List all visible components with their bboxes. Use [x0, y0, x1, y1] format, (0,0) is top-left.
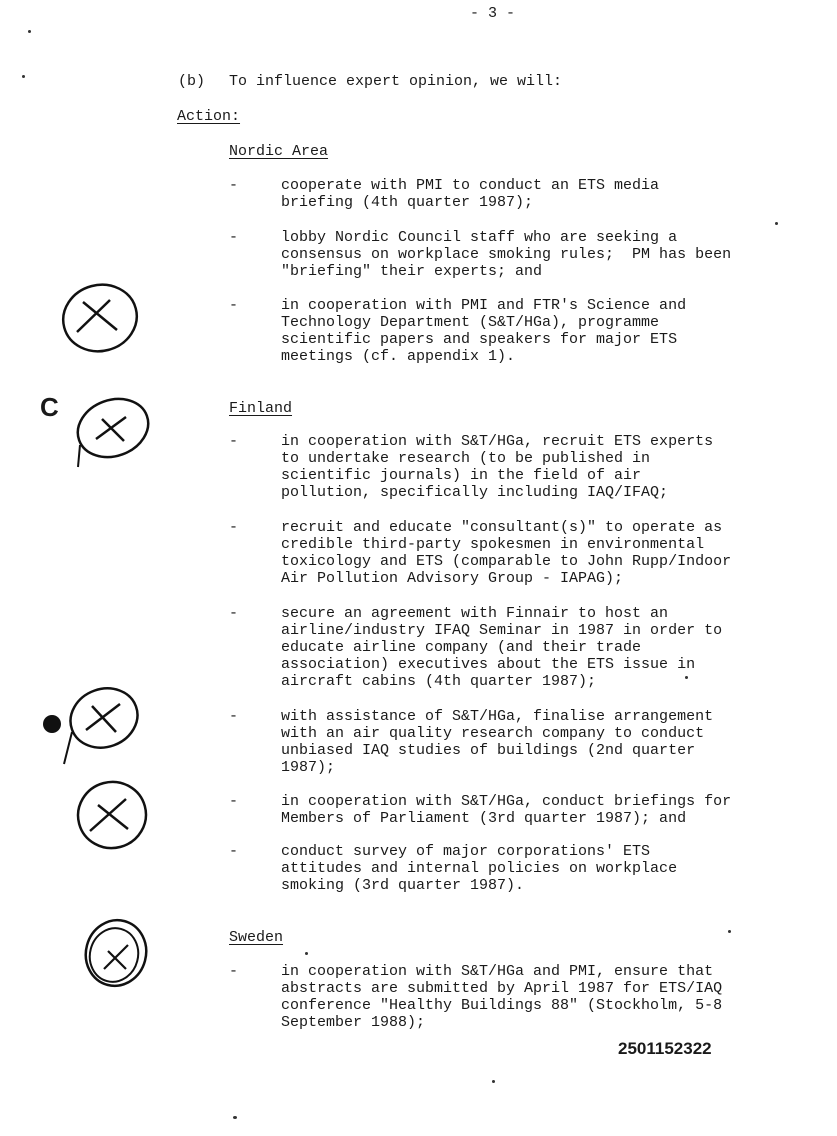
circled-x-mark: [78, 913, 158, 993]
finland-item: with assistance of S&T/HGa, finalise arrangement with an air quality research company to conduct unbiased IAQ studies of buildings (2nd quarter 1987);: [281, 708, 714, 776]
scan-speck: [233, 1116, 237, 1119]
finland-item: secure an agreement with Finnair to host an airline/industry IFAQ Seminar in 1987 in order to educate airline company (and their trade association) executives about the ETS issue in aircraft cabins (4th quarter 1987);: [281, 605, 723, 690]
section-intro: To influence expert opinion, we will:: [229, 73, 563, 90]
nordic-heading: Nordic Area: [229, 143, 329, 160]
finland-item: in cooperation with S&T/HGa, recruit ETS experts to undertake research (to be published in scientific journals) in the field of air pollution, specifically including IAQ/IFAQ;: [281, 433, 714, 501]
bullet-dash: -: [229, 519, 239, 536]
circled-x-mark: [38, 680, 148, 770]
bullet-dash: -: [229, 793, 239, 810]
circled-x-mark: [55, 280, 145, 360]
bullet-dash: -: [229, 605, 239, 622]
finland-item: in cooperation with S&T/HGa, conduct briefings for Members of Parliament (3rd quarter 1987); and: [281, 793, 732, 827]
scan-speck: [305, 952, 308, 955]
bullet-dash: -: [229, 708, 239, 725]
finland-item: recruit and educate "consultant(s)" to operate as credible third-party spokesmen in environmental toxicology and ETS (comparable to John Rupp/Indoor Air Pollution Advisory Group - IAPAG);: [281, 519, 732, 587]
nordic-item: lobby Nordic Council staff who are seeking a consensus on workplace smoking rules; PM has been "briefing" their experts; and: [281, 229, 732, 280]
bullet-dash: -: [229, 297, 239, 314]
scan-speck: [728, 930, 731, 933]
scan-speck: [685, 676, 688, 679]
scan-speck: [28, 30, 31, 33]
bullet-dash: -: [229, 177, 239, 194]
bullet-dash: -: [229, 843, 239, 860]
circled-x-mark: [68, 775, 158, 855]
finland-heading: Finland: [229, 400, 293, 417]
bullet-dash: -: [229, 229, 239, 246]
scan-speck: [492, 1080, 495, 1083]
sweden-item: in cooperation with S&T/HGa and PMI, ensure that abstracts are submitted by April 1987 for ETS/IAQ conference "Healthy Buildings 88" (Stockholm, 5-8 September 1988);: [281, 963, 723, 1031]
bullet-dash: -: [229, 963, 239, 980]
nordic-item: cooperate with PMI to conduct an ETS media briefing (4th quarter 1987);: [281, 177, 660, 211]
bullet-dash: -: [229, 433, 239, 450]
scan-speck: [775, 222, 778, 225]
finland-item: conduct survey of major corporations' ETS attitudes and internal policies on workplace smoking (3rd quarter 1987).: [281, 843, 678, 894]
scan-speck: [22, 75, 25, 78]
section-label: (b): [178, 73, 206, 90]
page-number: - 3 -: [470, 5, 516, 22]
circled-x-mark: [68, 395, 158, 470]
sweden-heading: Sweden: [229, 929, 284, 946]
document-number: 2501152322: [618, 1039, 712, 1058]
action-heading: Action:: [177, 108, 241, 125]
nordic-item: in cooperation with PMI and FTR's Science and Technology Department (S&T/HGa), programme scientific papers and speakers for major ETS meetings (cf. appendix 1).: [281, 297, 687, 365]
margin-letter: C: [40, 392, 59, 422]
